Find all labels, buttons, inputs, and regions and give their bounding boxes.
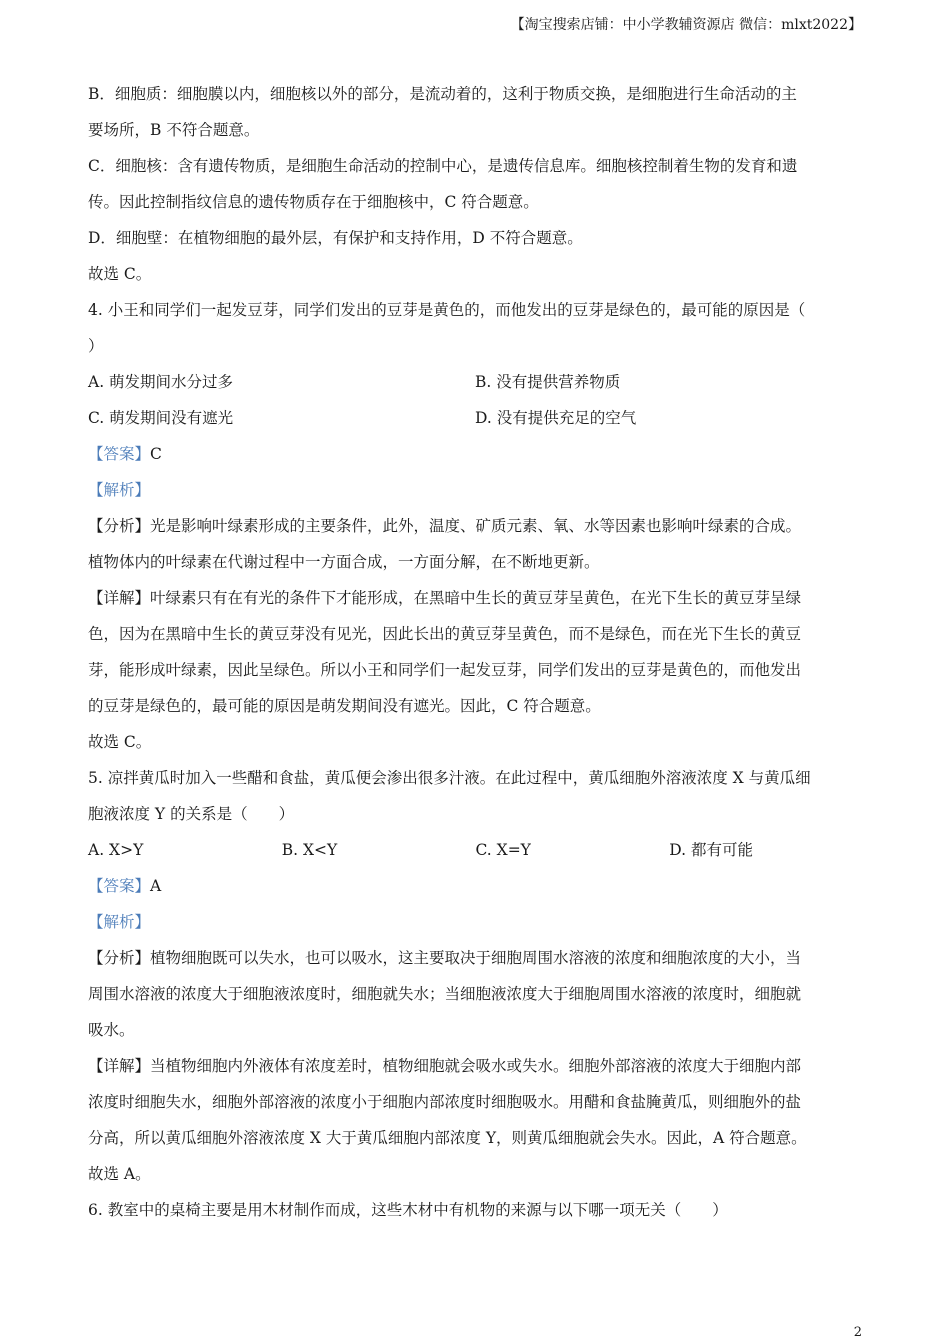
q5-stem-cont: 胞液浓度 Y 的关系是（ ） — [88, 805, 295, 823]
q5-option-c: C. X=Y — [475, 841, 531, 859]
page-header: 【淘宝搜索店铺：中小学教辅资源店 微信：mlxt2022】 — [510, 17, 862, 33]
q4-answer — [88, 436, 863, 472]
q5-stem: 5. 凉拌黄瓜时加入一些醋和食盐，黄瓜便会渗出很多汁液。在此过程中，黄瓜细胞外溶液浓度 X 与黄瓜细 — [88, 769, 811, 787]
q4-detail-line: 色，因为在黑暗中生长的黄豆芽没有见光，因此长出的黄豆芽呈黄色，而不是绿色，而在光下生长的黄豆 — [88, 625, 802, 643]
q6-stem: 6. 教室中的桌椅主要是用木材制作而成，这些木材中有机物的来源与以下哪一项无关（ ） — [88, 1201, 728, 1219]
q4-analysis-line: 植物体内的叶绿素在代谢过程中一方面合成，一方面分解，在不断地更新。 — [88, 553, 600, 571]
q4-detail-line: 【详解】叶绿素只有在有光的条件下才能形成，在黑暗中生长的黄豆芽呈黄色，在光下生长的黄豆芽呈绿 — [88, 589, 802, 607]
q5-detail-line: 分高，所以黄瓜细胞外溶液浓度 X 大于黄瓜细胞内部浓度 Y，则黄瓜细胞就会失水。因此，A 符合题意。 — [88, 1129, 807, 1147]
text-line: 要场所，B 不符合题意。 — [88, 121, 260, 139]
q4-stem: 4. 小王和同学们一起发豆芽，同学们发出的豆芽是黄色的，而他发出的豆芽是绿色的，最可能的原因是（ — [88, 301, 806, 319]
text-line: 传。因此控制指纹信息的遗传物质存在于细胞核中，C 符合题意。 — [88, 193, 539, 211]
q5-detail-line: 浓度时细胞失水，细胞外部溶液的浓度小于细胞内部浓度时细胞吸水。用醋和食盐腌黄瓜，则细胞外的盐 — [88, 1093, 802, 1111]
q5-detail-line: 【详解】当植物细胞内外液体有浓度差时，植物细胞就会吸水或失水。细胞外部溶液的浓度大于细胞内部 — [88, 1057, 802, 1075]
q4-detail-line: 的豆芽是绿色的，最可能的原因是萌发期间没有遮光。因此，C 符合题意。 — [88, 697, 601, 715]
text-line: D．细胞壁：在植物细胞的最外层，有保护和支持作用，D 不符合题意。 — [88, 229, 583, 247]
q4-option-a: A. 萌发期间水分过多 — [88, 373, 234, 391]
q4-option-b: B. 没有提供营养物质 — [475, 373, 621, 391]
q5-options-row — [88, 832, 863, 868]
answer-tag: 【答案】 — [88, 877, 151, 895]
q4-analysis-line: 【分析】光是影响叶绿素形成的主要条件，此外，温度、矿质元素、氧、水等因素也影响叶绿素的合成。 — [88, 517, 802, 535]
q5-conclusion: 故选 A。 — [88, 1165, 151, 1183]
q4-detail-line: 芽，能形成叶绿素，因此呈绿色。所以小王和同学们一起发豆芽，同学们发出的豆芽是黄色的，而他发出 — [88, 661, 802, 679]
q5-option-d: D. 都有可能 — [669, 841, 753, 859]
conclusion-line: 故选 C。 — [88, 265, 152, 283]
q4-options-row — [88, 364, 863, 400]
answer-value: A — [150, 877, 162, 895]
analysis-tag: 【解析】 — [88, 913, 151, 931]
text-line: B．细胞质：细胞膜以内，细胞核以外的部分，是流动着的，这利于物质交换，是细胞进行生命活动的主 — [88, 85, 797, 103]
q5-analysis-line: 【分析】植物细胞既可以失水，也可以吸水，这主要取决于细胞周围水溶液的浓度和细胞浓度的大小，当 — [88, 949, 802, 967]
q5-analysis-line: 周围水溶液的浓度大于细胞液浓度时，细胞就失水；当细胞液浓度大于细胞周围水溶液的浓度时，细胞就 — [88, 985, 802, 1003]
answer-value: C — [150, 445, 162, 463]
q4-option-c: C. 萌发期间没有遮光 — [88, 409, 234, 427]
q4-option-d: D. 没有提供充足的空气 — [475, 409, 637, 427]
q4-options-row — [88, 400, 863, 436]
q4-conclusion: 故选 C。 — [88, 733, 152, 751]
q5-answer — [88, 868, 863, 904]
answer-tag: 【答案】 — [88, 445, 151, 463]
document-body — [88, 76, 863, 1228]
text-line: C．细胞核：含有遗传物质，是细胞生命活动的控制中心，是遗传信息库。细胞核控制着生物的发育和遗 — [88, 157, 798, 175]
q5-analysis-line: 吸水。 — [88, 1021, 135, 1039]
q4-stem-cont: ） — [88, 337, 104, 355]
q5-option-b: B. X<Y — [281, 841, 338, 859]
q5-option-a: A. X>Y — [88, 841, 144, 859]
analysis-tag: 【解析】 — [88, 481, 151, 499]
page-number: 2 — [853, 1325, 862, 1340]
